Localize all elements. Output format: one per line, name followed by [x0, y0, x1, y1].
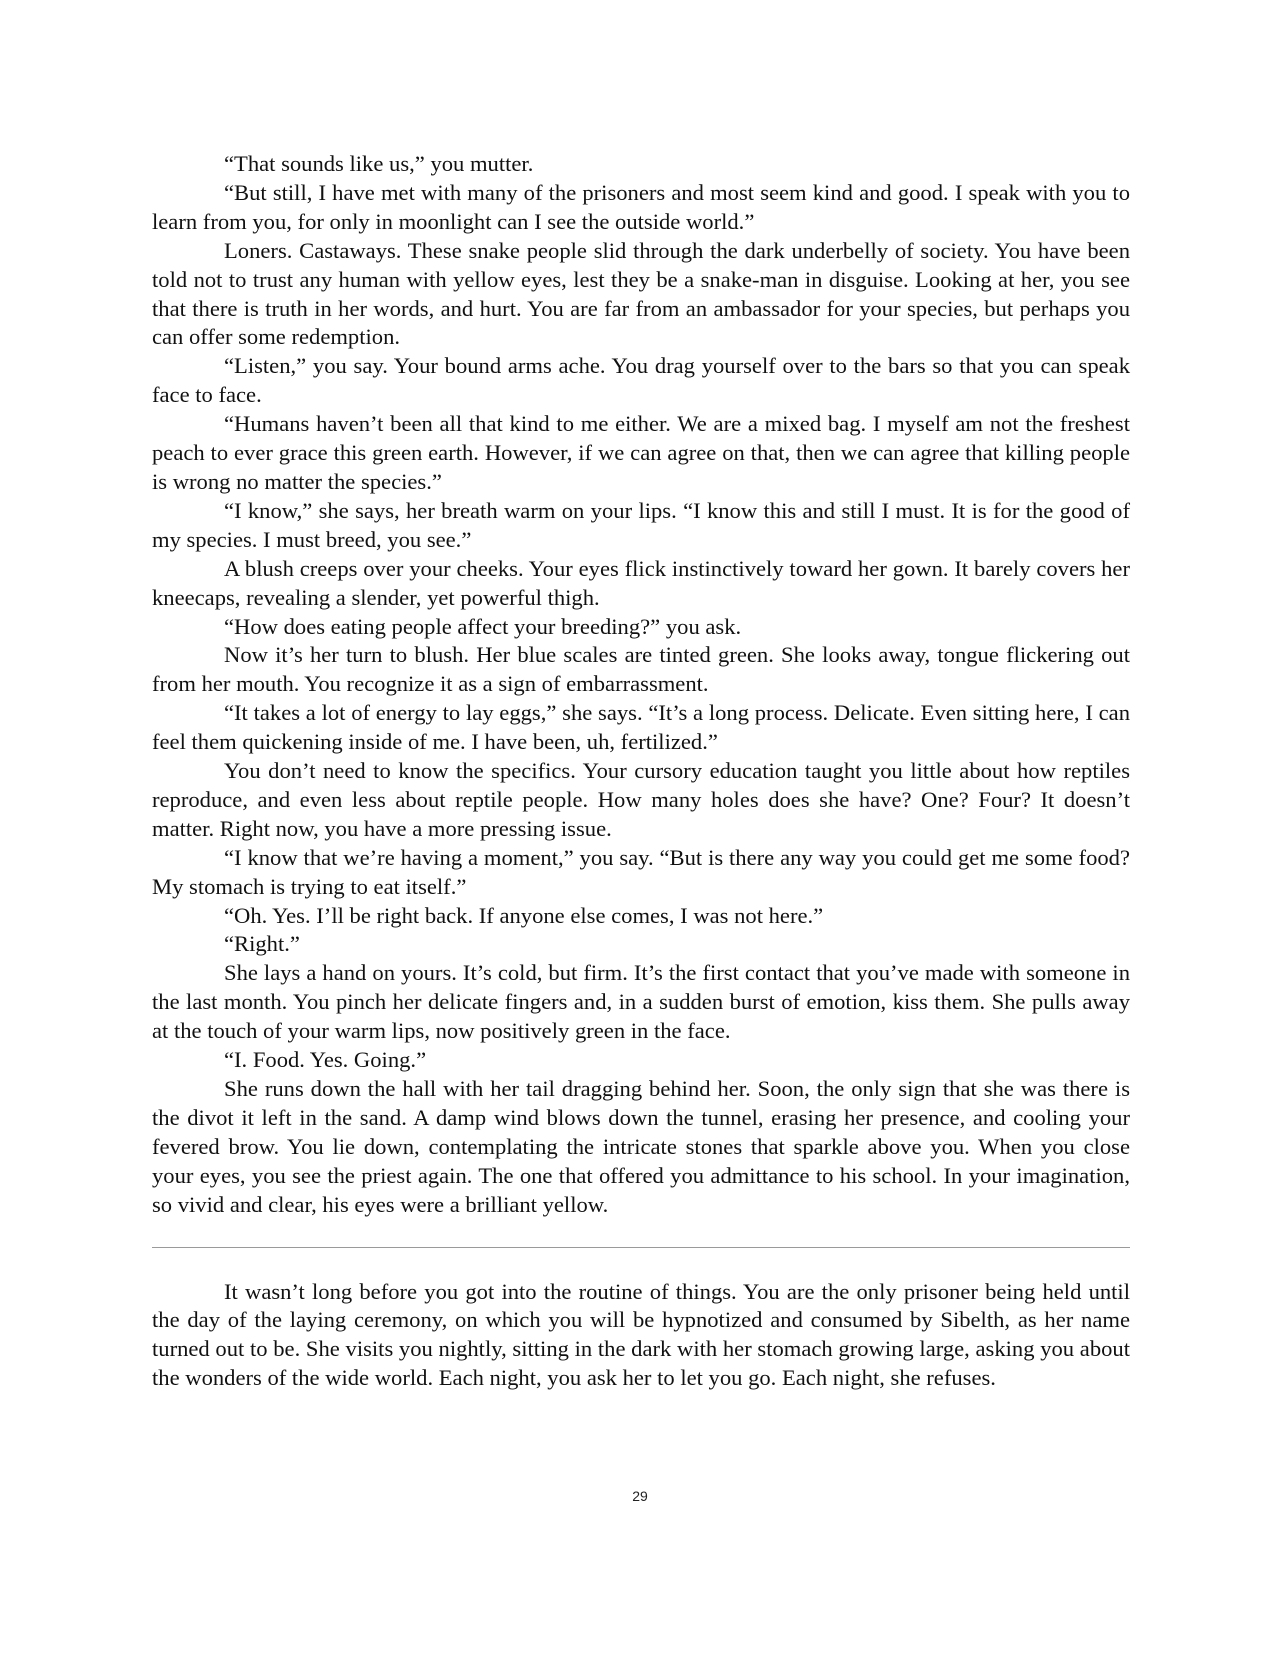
paragraph: It wasn’t long before you got into the routine of things. You are the only prisoner being held until the day of the laying ceremony, on which you will be hypnotized and consumed by Sibelth, as her name turned out to be. She visits you nightly, sitting in the dark with her stomach growing large, asking you about the wonders of the wide world. Each night, you ask her to let you go. Each night, she refuses.	[152, 1278, 1130, 1391]
paragraph: “That sounds like us,” you mutter.	[224, 151, 534, 176]
paragraph: “I. Food. Yes. Going.”	[224, 1047, 427, 1073]
paragraph: A blush creeps over your cheeks. Your eyes flick instinctively toward her gown. It barely covers her kneecaps, revealing a slender, yet powerful thigh.	[152, 555, 1130, 610]
paragraph: “I know that we’re having a moment,” you say. “But is there any way you could get me some food? My stomach is trying to eat itself.”	[152, 844, 1130, 899]
paragraph: “How does eating people affect your breeding?” you ask.	[224, 613, 742, 639]
paragraph: “I know,” she says, her breath warm on your lips. “I know this and still I must. It is for the good of my species. I must breed, you see.”	[152, 497, 1130, 552]
paragraph: “Right.”	[224, 931, 300, 957]
paragraph: “Oh. Yes. I’ll be right back. If anyone else comes, I was not here.”	[224, 902, 824, 928]
section-2	[152, 1278, 1130, 1394]
section-1	[152, 150, 1130, 1220]
paragraph: “Listen,” you say. Your bound arms ache. You drag yourself over to the bars so that you can speak face to face.	[152, 353, 1130, 408]
paragraph: She lays a hand on yours. It’s cold, but firm. It’s the first contact that you’ve made with someone in the last month. You pinch her delicate fingers and, in a sudden burst of emotion, kiss them. She pulls away at the touch of your warm lips, now positively green in the face.	[152, 960, 1130, 1044]
section-divider	[152, 1247, 1130, 1248]
paragraph: Now it’s her turn to blush. Her blue scales are tinted green. She looks away, tongue flickering out from her mouth. You recognize it as a sign of embarrassment.	[152, 642, 1130, 697]
paragraph: “It takes a lot of energy to lay eggs,” she says. “It’s a long process. Delicate. Even sitting here, I can feel them quickening inside of me. I have been, uh, fertilized.”	[152, 700, 1130, 755]
paragraph: “But still, I have met with many of the prisoners and most seem kind and good. I speak with you to learn from you, for only in moonlight can I see the outside world.”	[152, 179, 1130, 234]
paragraph: She runs down the hall with her tail dragging behind her. Soon, the only sign that she was there is the divot it left in the sand. A damp wind blows down the tunnel, erasing her presence, and cooling your fevered brow. You lie down, contemplating the intricate stones that sparkle above you. When you close your eyes, you see the priest again. The one that offered you admittance to his school. In your imagination, so vivid and clear, his eyes were a brilliant yellow.	[152, 1076, 1130, 1217]
page-number: 29	[632, 1488, 648, 1504]
paragraph: “Humans haven’t been all that kind to me either. We are a mixed bag. I myself am not the freshest peach to ever grace this green earth. However, if we can agree on that, then we can agree that killing people is wrong no matter the species.”	[152, 411, 1130, 494]
paragraph: You don’t need to know the specifics. Your cursory education taught you little about how reptiles reproduce, and even less about reptile people. How many holes does she have? One? Four? It doesn’t matter. Right now, you have a more pressing issue.	[152, 758, 1130, 841]
page-body	[152, 150, 1130, 1393]
paragraph: Loners. Castaways. These snake people slid through the dark underbelly of society. You have been told not to trust any human with yellow eyes, lest they be a snake-man in disguise. Looking at her, you see that there is truth in her words, and hurt. You are far from an ambassador for your species, but perhaps you can offer some redemption.	[152, 237, 1130, 350]
